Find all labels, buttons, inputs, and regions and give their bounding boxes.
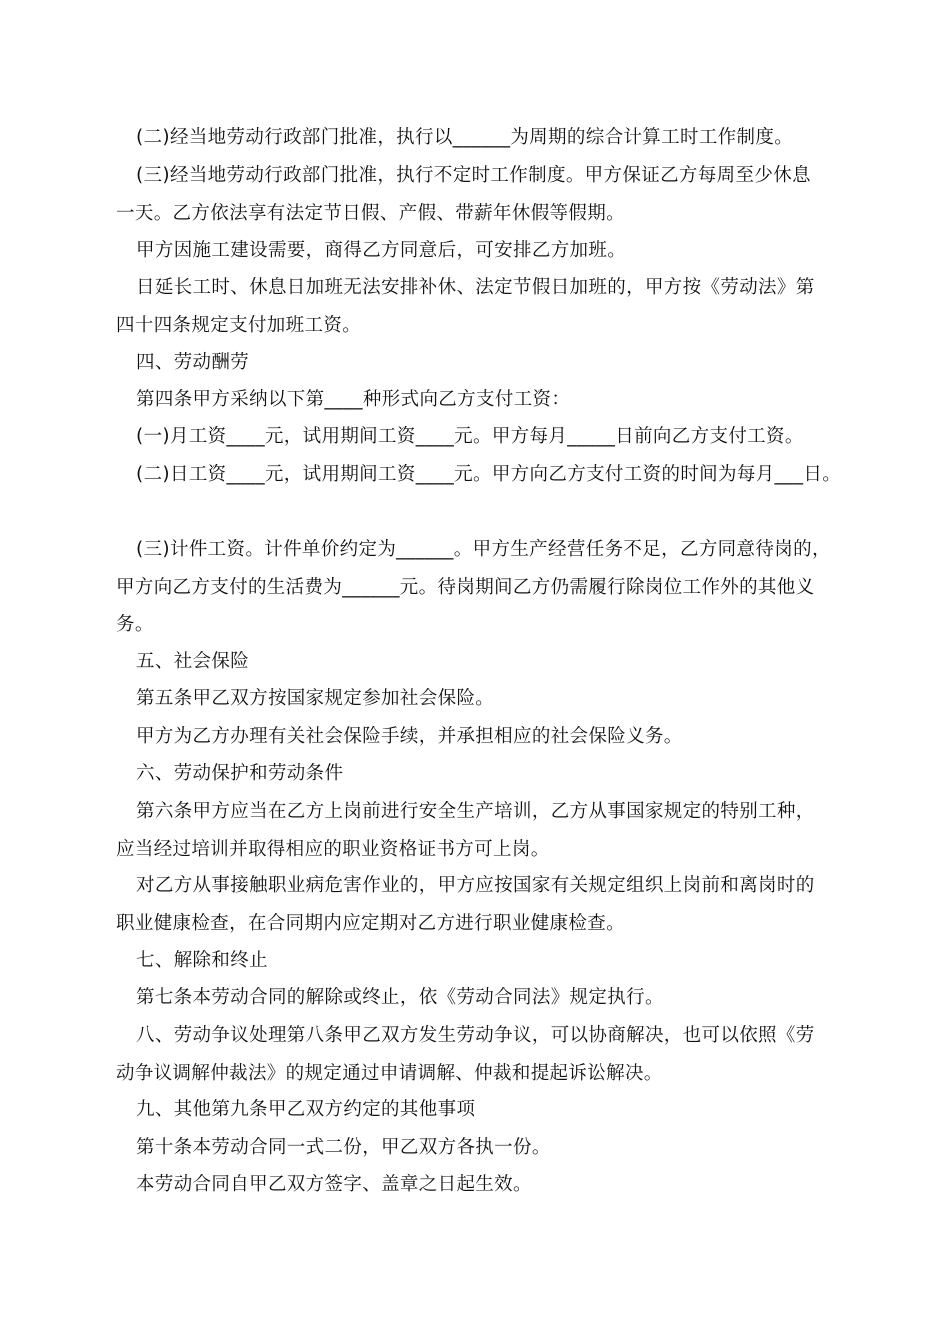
text-line: 甲方为乙方办理有关社会保险手续，并承担相应的社会保险义务。 <box>136 726 683 747</box>
text-line: 对乙方从事接触职业病危害作业的，甲方应按国家有关规定组织上岗前和离岗时的 <box>136 875 815 896</box>
section-heading: 七、解除和终止 <box>136 950 268 971</box>
paragraph-flexible-hours <box>116 157 851 232</box>
article-5 <box>116 680 851 718</box>
text-line: 应当经过培训并取得相应的职业资格证书方可上岗。 <box>116 838 550 860</box>
article-6 <box>116 793 851 868</box>
article-4 <box>116 381 851 419</box>
text-line: (三)经当地劳动行政部门批准，执行不定时工作制度。甲方保证乙方每周至少休息 <box>136 165 811 186</box>
paragraph-insurance-duty <box>116 718 851 756</box>
paragraph-overtime <box>116 232 851 270</box>
text-line: (二)日工资____元，试用期间工资____元。甲方向乙方支付工资的时间为每月___日。 <box>136 464 842 485</box>
paragraph-daily-wage <box>116 456 851 494</box>
paragraph-comprehensive-hours <box>116 119 851 157</box>
article-7 <box>116 979 851 1017</box>
paragraph-monthly-wage <box>116 418 851 456</box>
section-heading: 五、社会保险 <box>136 651 250 672</box>
text-line: 四十四条规定支付加班工资。 <box>116 314 362 336</box>
paragraph-piece-wage <box>116 531 851 644</box>
text-line: 第十条本劳动合同一式二份，甲乙双方各执一份。 <box>136 1137 551 1158</box>
text-line: 九、其他第九条甲乙双方约定的其他事项 <box>136 1099 476 1120</box>
paragraph-overtime-pay <box>116 269 851 344</box>
section-heading-social-insurance <box>116 643 851 681</box>
text-line: 第七条本劳动合同的解除或终止，依《劳动合同法》规定执行。 <box>136 987 664 1008</box>
text-line: 务。 <box>116 614 154 635</box>
section-heading-remuneration <box>116 344 851 382</box>
text-line: (三)计件工资。计件单价约定为______。甲方生产经营任务不足，乙方同意待岗的， <box>136 539 831 560</box>
section-heading-labor-protection <box>116 755 851 793</box>
text-line: 八、劳动争议处理第八条甲乙双方发生劳动争议，可以协商解决，也可以依照《劳 <box>136 1025 815 1046</box>
article-8 <box>116 1017 851 1092</box>
paragraph-effective <box>116 1166 851 1204</box>
paragraph-health-check <box>116 867 851 942</box>
section-heading: 四、劳动酬劳 <box>136 352 250 373</box>
text-line: 第五条甲乙双方按国家规定参加社会保险。 <box>136 688 495 709</box>
text-line: 甲方向乙方支付的生活费为______元。待岗期间乙方仍需履行除岗位工作外的其他义 <box>116 576 815 598</box>
section-heading: 六、劳动保护和劳动条件 <box>136 763 344 784</box>
text-line: 第四条甲方采纳以下第____种形式向乙方支付工资： <box>136 389 571 410</box>
text-line: 动争议调解仲裁法》的规定通过申请调解、仲裁和提起诉讼解决。 <box>116 1062 663 1084</box>
article-10 <box>116 1129 851 1167</box>
text-line: 职业健康检查，在合同期内应定期对乙方进行职业健康检查。 <box>116 912 625 934</box>
text-line: 一天。乙方依法享有法定节日假、产假、带薪年休假等假期。 <box>116 202 625 224</box>
text-line: 日延长工时、休息日加班无法安排补休、法定节假日加班的，甲方按《劳动法》第 <box>136 277 815 298</box>
text-line: (二)经当地劳动行政部门批准，执行以______为周期的综合计算工时工作制度。 <box>136 127 794 148</box>
text-line: 甲方因施工建设需要，商得乙方同意后，可安排乙方加班。 <box>136 240 627 261</box>
text-line: 第六条甲方应当在乙方上岗前进行安全生产培训，乙方从事国家规定的特别工种， <box>136 801 815 822</box>
article-9 <box>116 1091 851 1129</box>
text-line: (一)月工资____元，试用期间工资____元。甲方每月_____日前向乙方支付工资。 <box>136 426 804 447</box>
section-heading-termination <box>116 942 851 980</box>
text-line: 本劳动合同自甲乙双方签字、盖章之日起生效。 <box>136 1174 532 1195</box>
